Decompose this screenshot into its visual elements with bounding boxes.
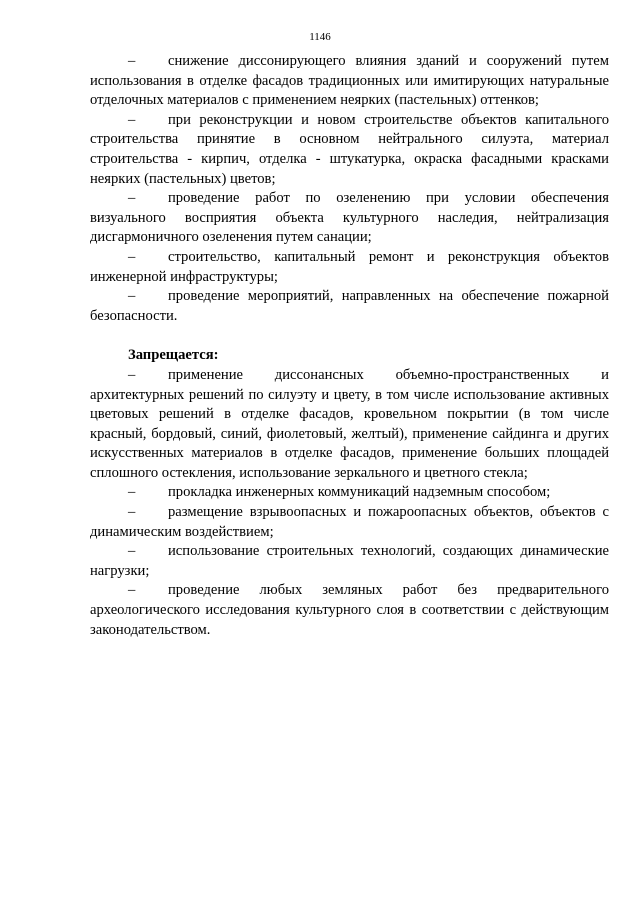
list-item (90, 503, 609, 542)
list-item-text: проведение работ по озеленению при условии обеспечения визуального восприятия объекта культурного наследия, нейтрализация дисгармоничного озеленения путем санации; (90, 190, 609, 246)
list-item-text: при реконструкции и новом строительстве объектов капитального строительства принятие в основном нейтрального силуэта, материал строительства - кирпич, отделка - штукатурка, окраска фасадными красками неярких (пастельных) цветов; (90, 111, 609, 187)
list-item-text: снижение диссонирующего влияния зданий и сооружений путем использования в отделке фасадов традиционных или имитирующих натуральные отделочных материалов с применением неярких (пастельных) оттенков; (90, 53, 609, 109)
list-item-text: прокладка инженерных коммуникаций надземным способом; (168, 484, 551, 501)
list-item (90, 248, 609, 287)
list-dash: – (128, 53, 136, 69)
section-heading: Запрещается: (128, 347, 219, 364)
list-item (90, 287, 609, 326)
list-item (90, 542, 609, 581)
list-item-text: проведение мероприятий, направленных на обеспечение пожарной безопасности. (90, 288, 609, 324)
list-dash: – (128, 248, 136, 265)
list-item-text: применение диссонансных объемно-пространственных и архитектурных решений по силуэту и цвету, в том числе использование активных цветовых решений в отделке фасадов, кровельном покрытии (в том числе красный, бордовый, синий, фиолетовый, желтый), применение сайдинга и других искусственных материалов в отделке фасадов, применение больших площадей сплошного остекления, использование зеркального и цветного стекла; (90, 366, 609, 481)
list-item-text: строительство, капитальный ремонт и реконструкция объектов инженерной инфраструктуры; (90, 248, 609, 285)
list-dash: – (128, 543, 136, 560)
list-item (90, 189, 609, 248)
list-item (90, 581, 609, 640)
list-dash: – (128, 504, 136, 521)
list-dash: – (128, 288, 136, 305)
list-item (90, 483, 609, 503)
list-dash: – (128, 582, 136, 599)
list-dash: – (128, 484, 136, 501)
list-dash: – (128, 190, 136, 207)
allowed-list (90, 52, 609, 326)
list-dash: – (128, 366, 136, 383)
page-number: 1146 (309, 31, 331, 43)
list-item-text: размещение взрывоопасных и пожароопасных объектов, объектов с динамическим воздействием; (90, 504, 609, 540)
prohibited-list (90, 366, 609, 640)
list-item (90, 366, 609, 484)
list-item-text: проведение любых земляных работ без предварительного археологического исследования культурного слоя в соответствии с действующим законодательством. (90, 582, 609, 638)
list-dash: – (128, 111, 136, 128)
list-item (90, 52, 609, 111)
list-item-text: использование строительных технологий, создающих динамические нагрузки; (90, 543, 609, 579)
list-item (90, 111, 609, 189)
document-body (90, 52, 609, 640)
